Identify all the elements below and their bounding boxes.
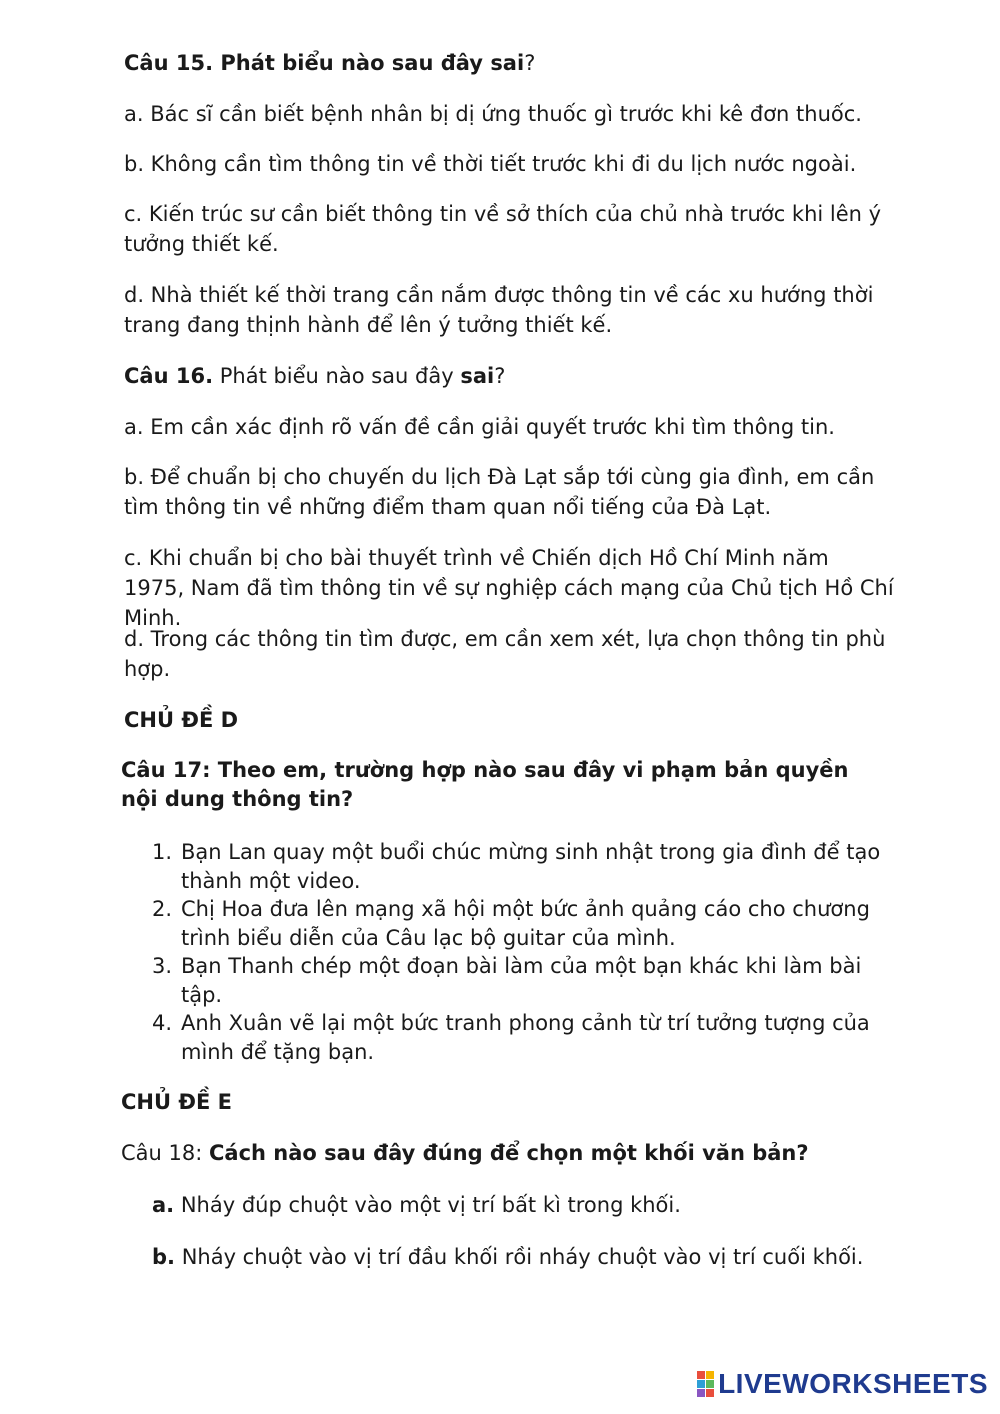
q18-title bbox=[121, 1138, 891, 1168]
q16-title bbox=[124, 361, 894, 391]
list-item-number: 2. bbox=[152, 897, 173, 921]
q15-option-a: a. Bác sĩ cần biết bệnh nhân bị dị ứng thuốc gì trước khi kê đơn thuốc. bbox=[124, 102, 862, 126]
q15-title bbox=[124, 48, 894, 78]
q15-option-d: d. Nhà thiết kế thời trang cần nắm được thông tin về các xu hướng thời trang đang thịnh hành để lên ý tưởng thiết kế. bbox=[124, 283, 874, 337]
option-letter: b. bbox=[152, 1245, 176, 1269]
logo-mark-cell bbox=[697, 1389, 705, 1397]
q18-title-text: Cách nào sau đây đúng để chọn một khối văn bản? bbox=[209, 1141, 809, 1165]
list-item bbox=[152, 1009, 892, 1066]
option-letter: a. bbox=[152, 1193, 175, 1217]
logo-mark-cell bbox=[706, 1380, 714, 1388]
topic-e-heading: CHỦ ĐỀ E bbox=[121, 1090, 232, 1114]
logo-text: LIVEWORKSHEETS bbox=[718, 1368, 988, 1399]
option-text: Nháy đúp chuột vào một vị trí bất kì trong khối. bbox=[174, 1193, 681, 1217]
logo-mark-icon bbox=[697, 1371, 714, 1397]
q16-title-text: Phát biểu nào sau đây bbox=[213, 364, 461, 388]
list-item-text: Bạn Thanh chép một đoạn bài làm của một bạn khác khi làm bài tập. bbox=[181, 954, 862, 1007]
list-item-text: Chị Hoa đưa lên mạng xã hội một bức ảnh quảng cáo cho chương trình biểu diễn của Câu lạc bộ guitar của mình. bbox=[181, 897, 870, 950]
list-item-number: 1. bbox=[152, 840, 173, 864]
q18-option-b bbox=[152, 1242, 912, 1272]
list-item bbox=[152, 952, 892, 1009]
option-text: Nháy chuột vào vị trí đầu khối rồi nháy chuột vào vị trí cuối khối. bbox=[175, 1245, 864, 1269]
list-item-number: 3. bbox=[152, 954, 173, 978]
list-item bbox=[152, 895, 892, 952]
list-item-text: Anh Xuân vẽ lại một bức tranh phong cảnh từ trí tưởng tượng của mình để tặng bạn. bbox=[181, 1011, 870, 1064]
liveworksheets-logo bbox=[697, 1368, 988, 1400]
q17-title: Câu 17: Theo em, trường hợp nào sau đây vi phạm bản quyền nội dung thông tin? bbox=[121, 758, 849, 811]
q15-option-c: c. Kiến trúc sư cần biết thông tin về sở thích của chủ nhà trước khi lên ý tưởng thiết kế. bbox=[124, 202, 882, 256]
logo-mark-cell bbox=[706, 1371, 714, 1379]
q16-option-b: b. Để chuẩn bị cho chuyến du lịch Đà Lạt sắp tới cùng gia đình, em cần tìm thông tin về những điểm tham quan nổi tiếng của Đà Lạt. bbox=[124, 465, 875, 519]
q16-title-suffix: ? bbox=[494, 364, 506, 388]
list-item-text: Bạn Lan quay một buổi chúc mừng sinh nhật trong gia đình để tạo thành một video. bbox=[181, 840, 881, 893]
q17-list bbox=[152, 838, 892, 1066]
logo-mark-cell bbox=[697, 1380, 705, 1388]
q18-option-a bbox=[152, 1190, 912, 1220]
q15-title-suffix: ? bbox=[524, 51, 536, 75]
topic-d-heading: CHỦ ĐỀ D bbox=[124, 708, 239, 732]
q16-option-c: c. Khi chuẩn bị cho bài thuyết trình về Chiến dịch Hồ Chí Minh năm 1975, Nam đã tìm thông tin về sự nghiệp cách mạng của Chủ tịch Hồ Chí Minh. bbox=[124, 546, 894, 630]
q16-option-a: a. Em cần xác định rõ vấn đề cần giải quyết trước khi tìm thông tin. bbox=[124, 415, 835, 439]
list-item bbox=[152, 838, 892, 895]
logo-mark-cell bbox=[697, 1371, 705, 1379]
q15-option-b: b. Không cần tìm thông tin về thời tiết trước khi đi du lịch nước ngoài. bbox=[124, 152, 857, 176]
q15-title-text: Câu 15. Phát biểu nào sau đây bbox=[124, 51, 491, 75]
q16-label: Câu 16. bbox=[124, 364, 214, 388]
q18-label: Câu 18: bbox=[121, 1141, 209, 1165]
logo-mark-cell bbox=[706, 1389, 714, 1397]
q16-title-emph: sai bbox=[460, 364, 495, 388]
q15-title-emph: sai bbox=[490, 51, 525, 75]
list-item-number: 4. bbox=[152, 1011, 173, 1035]
q16-option-d: d. Trong các thông tin tìm được, em cần xem xét, lựa chọn thông tin phù hợp. bbox=[124, 627, 886, 681]
